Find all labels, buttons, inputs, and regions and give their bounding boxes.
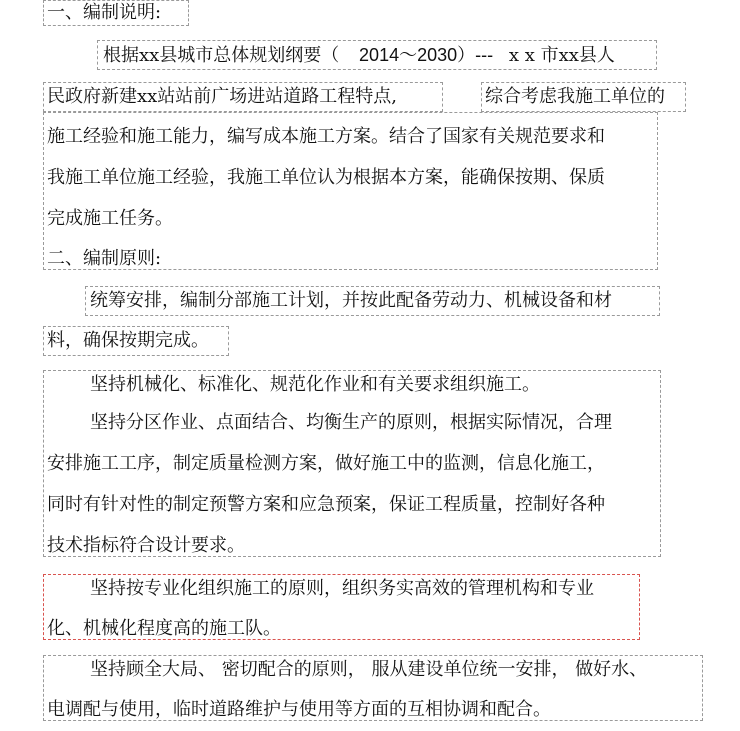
para5-line1: 坚持按专业化组织施工的原则，组织务实高效的管理机构和专业 [90,578,594,599]
para3-line1: 坚持机械化、标准化、规范化作业和有关要求组织施工。 [90,374,540,395]
para4-line3: 同时有针对性的制定预警方案和应急预案，保证工程质量，控制好各种 [47,494,605,515]
para6-line2: 电调配与使用，临时道路维护与使用等方面的互相协调和配合。 [47,699,551,720]
para1-line4: 我施工单位施工经验，我施工单位认为根据本方案，能确保按期、保质 [47,167,605,188]
para1-line1 [103,42,615,69]
section2-heading: 二、编制原则: [47,248,162,269]
para5-line2: 化、机械化程度高的施工队。 [47,618,281,639]
para1-line1-years: 2014～2030）--- [359,45,494,65]
para1-line1-b: x x 市xx县人 [508,45,615,66]
para4-line4: 技术指标符合设计要求。 [47,535,245,556]
para1-line2b: 综合考虑我施工单位的 [485,86,665,107]
para4-line1: 坚持分区作业、点面结合、均衡生产的原则，根据实际情况，合理 [90,412,612,433]
para1-line1-a: 根据xx县城市总体规划纲要（ [103,45,340,66]
para1-line2a: 民政府新建xx站站前广场进站道路工程特点, [47,86,398,107]
para2-line2: 料，确保按期完成。 [47,330,209,351]
para4-line2: 安排施工工序，制定质量检测方案，做好施工中的监测，信息化施工， [47,453,605,474]
para1-line5: 完成施工任务。 [47,208,173,229]
section1-heading: 一、编制说明: [47,2,162,23]
para1-line3: 施工经验和施工能力，编写成本施工方案。结合了国家有关规范要求和 [47,126,605,147]
para2-line1: 统筹安排，编制分部施工计划，并按此配备劳动力、机械设备和材 [90,290,612,311]
para6-line1: 坚持顾全大局、 密切配合的原则， 服从建设单位统一安排， 做好水、 [90,659,648,680]
